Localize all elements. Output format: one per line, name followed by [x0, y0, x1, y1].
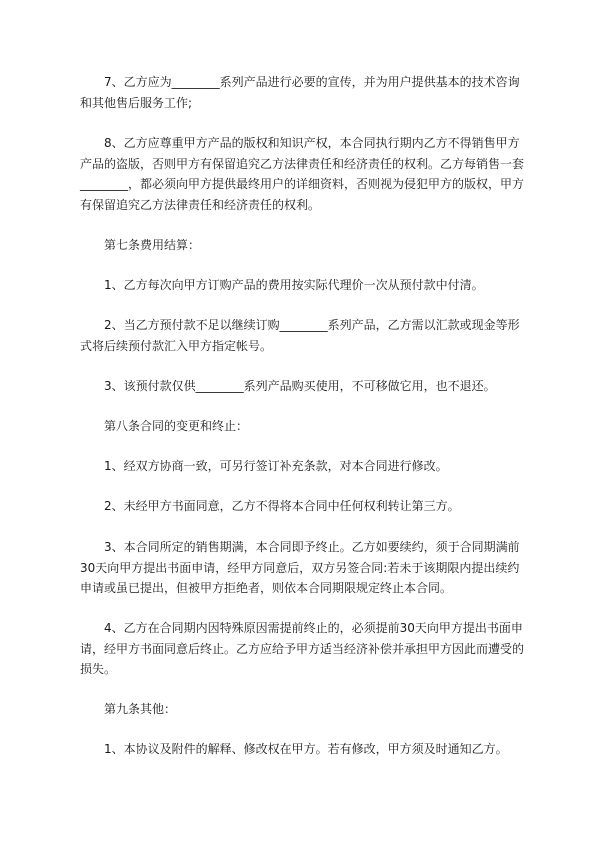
article-8-item-3: 3、本合同所定的销售期满，本合同即予终止。乙方如要续约，须于合同期满前30天向甲方提出书面申请，经甲方同意后，双方另签合同:若未于该期限内提出续约申请或虽已提出，但被甲方拒绝者，则依本合同期限规定终止本合同。 [80, 540, 520, 595]
article-7-item-1: 1、乙方每次向甲方订购产品的费用按实际代理价一次从预付款中付清。 [104, 278, 484, 292]
article-9-item-1: 1、本协议及附件的解释、修改权在甲方。若有修改，甲方须及时通知乙方。 [104, 742, 508, 756]
clause-7-promotion: 7、乙方应为________系列产品进行必要的宣传，并为用户提供基本的技术咨询和其他售后服务工作; [80, 75, 520, 110]
article-8-item-4: 4、乙方在合同期内因特殊原因需提前终止的，必须提前30天向甲方提出书面申请，经甲方书面同意后终止。乙方应给予甲方适当经济补偿并承担甲方因此而遭受的损失。 [80, 621, 525, 676]
article-7-heading: 第七条费用结算： [104, 238, 201, 252]
clause-8-copyright: 8、乙方应尊重甲方产品的版权和知识产权，本合同执行期内乙方不得销售甲方产品的盗版，否则甲方有保留追究乙方法律责任和经济责任的权利。乙方每销售一套________，都必须向甲方提供最终用户的详细资料，否则视为侵犯甲方的版权，甲方有保留追究乙方法律责任和经济责任的权利。 [80, 136, 525, 212]
article-7-item-3: 3、该预付款仅供________系列产品购买使用，不可移做它用，也不退还。 [104, 379, 496, 393]
article-8-item-2: 2、未经甲方书面同意，乙方不得将本合同中任何权利转让第三方。 [104, 499, 460, 513]
article-8-heading: 第八条合同的变更和终止： [104, 419, 249, 433]
article-9-heading: 第九条其他： [104, 702, 177, 716]
article-7-item-2: 2、当乙方预付款不足以继续订购________系列产品，乙方需以汇款或现金等形式将后续预付款汇入甲方指定帐号。 [80, 318, 520, 353]
article-8-item-1: 1、经双方协商一致，可另行签订补充条款，对本合同进行修改。 [104, 459, 448, 473]
